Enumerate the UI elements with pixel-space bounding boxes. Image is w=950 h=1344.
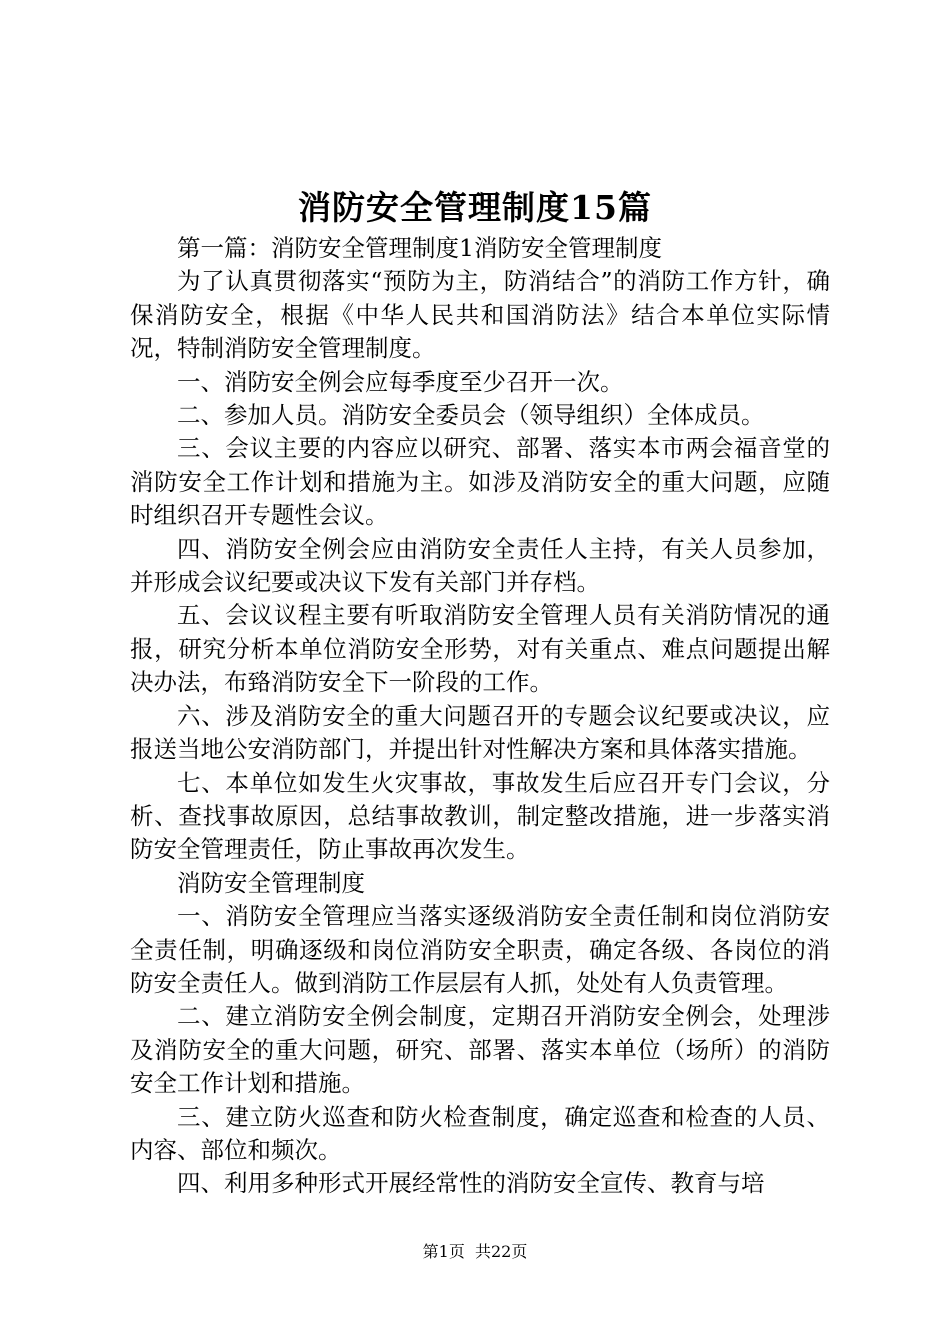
paragraph-2: 为了认真贯彻落实“预防为主，防消结合”的消防工作方针，确保消防安全，根据《中华人民共和国消防法》结合本单位实际情况，特制消防安全管理制度。 <box>130 267 830 363</box>
document-title: 消防安全管理制度15篇 <box>298 188 652 227</box>
paragraph-12: 三、建立防火巡查和防火检查制度，确定巡查和检查的人员、内容、部位和频次。 <box>130 1102 830 1164</box>
paragraph-7: 五、会议议程主要有听取消防安全管理人员有关消防情况的通报，研究分析本单位消防安全形势，对有关重点、难点问题提出解决办法，布臵消防安全下一阶段的工作。 <box>130 601 830 697</box>
page-number: 第1页 共22页 <box>422 1242 528 1261</box>
paragraph-4: 二、参加人员。消防安全委员会（领导组织）全体成员。 <box>177 401 765 430</box>
section-heading: 消防安全管理制度 <box>177 868 365 897</box>
paragraph-10: 一、消防安全管理应当落实逐级消防安全责任制和岗位消防安全责任制，明确逐级和岗位消防安全职责，确定各级、各岗位的消防安全责任人。做到消防工作层层有人抓，处处有人负责管理。 <box>130 902 830 997</box>
paragraph-8: 六、涉及消防安全的重大问题召开的专题会议纪要或决议，应报送当地公安消防部门，并提出针对性解决方案和具体落实措施。 <box>130 701 830 764</box>
paragraph-13: 四、利用多种形式开展经常性的消防安全宣传、教育与培 <box>177 1169 765 1198</box>
paragraph-9: 七、本单位如发生火灾事故，事故发生后应召开专门会议，分析、查找事故原因，总结事故教训，制定整改措施，进一步落实消防安全管理责任，防止事故再次发生。 <box>130 768 830 864</box>
paragraph-3: 一、消防安全例会应每季度至少召开一次。 <box>177 367 624 396</box>
paragraph-6: 四、消防安全例会应由消防安全责任人主持，有关人员参加，并形成会议纪要或决议下发有关部门并存档。 <box>130 534 830 597</box>
document-body <box>130 232 830 1201</box>
paragraph-1: 第一篇：消防安全管理制度1消防安全管理制度 <box>177 234 662 262</box>
paragraph-5: 三、会议主要的内容应以研究、部署、落实本市两会福音堂的消防安全工作计划和措施为主。如涉及消防安全的重大问题，应随时组织召开专题性会议。 <box>130 434 830 530</box>
paragraph-11: 二、建立消防安全例会制度，定期召开消防安全例会，处理涉及消防安全的重大问题，研究、部署、落实本单位（场所）的消防安全工作计划和措施。 <box>130 1002 830 1098</box>
